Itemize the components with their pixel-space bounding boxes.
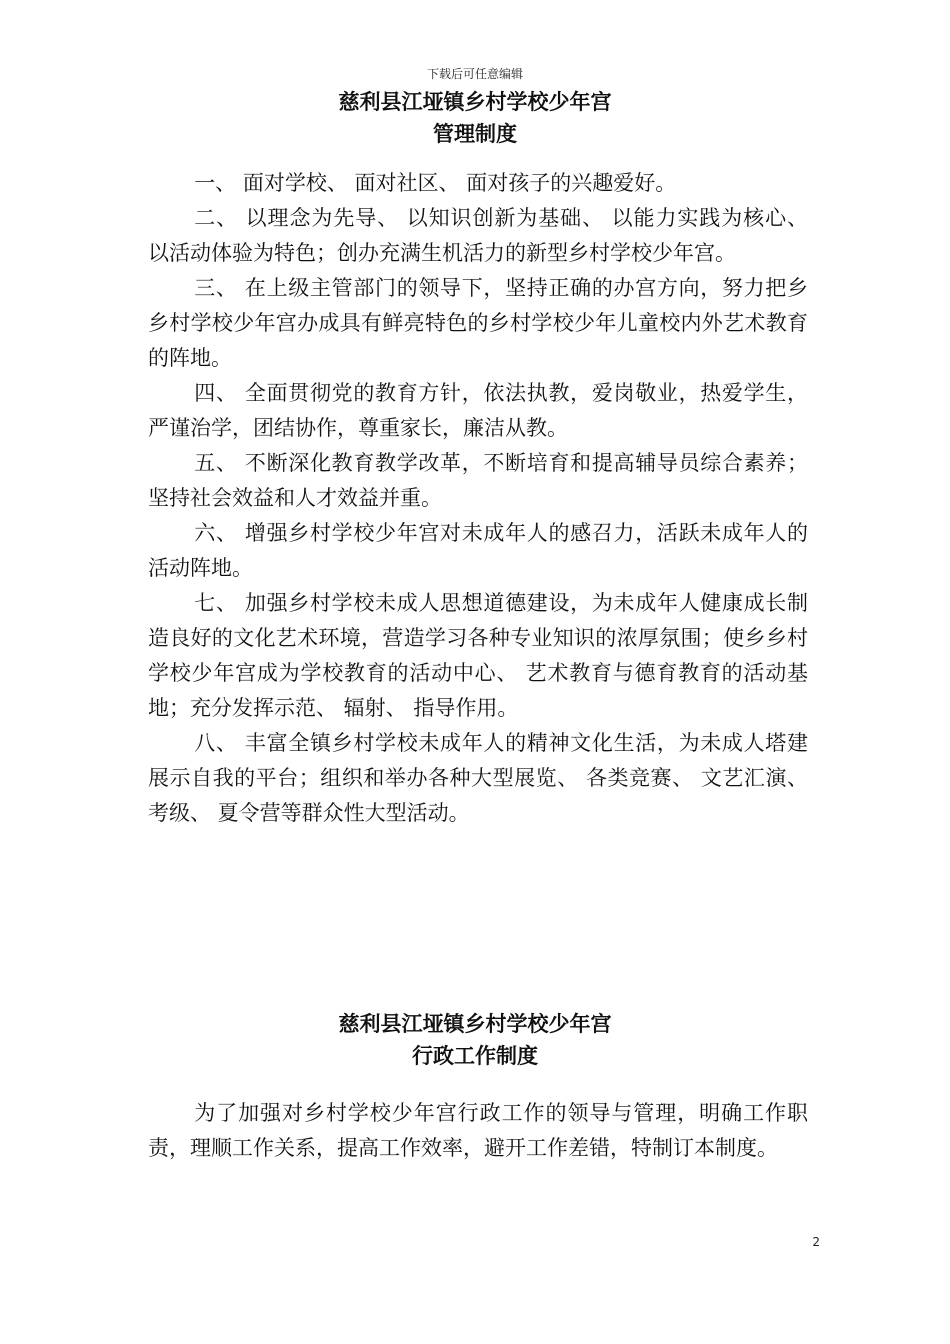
paragraph-1: 为了加强对乡村学校少年宫行政工作的领导与管理，明确工作职责，理顺工作关系，提高工作效率，避开工作差错，特制订本制度。 (148, 1101, 808, 1160)
paragraph-4: 四、 全面贯彻党的教育方针，依法执教，爱岗敬业，热爱学生，严谨治学，团结协作，尊重家长，廉洁从教。 (148, 381, 808, 440)
section-title-line1: 慈利县江垭镇乡村学校少年宫 (338, 90, 612, 114)
section-title-line2: 管理制度 (433, 122, 517, 146)
page-number: 2 (812, 1235, 820, 1249)
paragraph-1: 一、 面对学校、 面对社区、 面对孩子的兴趣爱好。 (194, 171, 677, 195)
section-title-line1: 慈利县江垭镇乡村学校少年宫 (338, 1012, 612, 1036)
paragraph-3: 三、 在上级主管部门的领导下，坚持正确的办宫方向，努力把乡乡村学校少年宫办成具有鲜亮特色的乡村学校少年儿童校内外艺术教育的阵地。 (148, 276, 808, 370)
paragraph-2: 二、 以理念为先导、 以知识创新为基础、 以能力实践为核心、 以活动体验为特色；创办充满生机活力的新型乡村学校少年宫。 (148, 206, 808, 265)
administrative-rules-section (0, 1008, 950, 1166)
paragraph-6: 六、 增强乡村学校少年宫对未成年人的感召力，活跃未成年人的活动阵地。 (148, 521, 808, 580)
paragraph-5: 五、 不断深化教育教学改革，不断培育和提高辅导员综合素养；坚持社会效益和人才效益并重。 (148, 451, 808, 510)
header-note: 下载后可任意编辑 (426, 67, 523, 81)
paragraph-7: 七、 加强乡村学校未成人思想道德建设，为未成年人健康成长制造良好的文化艺术环境，营造学习各种专业知识的浓厚氛围；使乡乡村学校少年宫成为学校教育的活动中心、 艺术教育与德育教育的活动基地；充分发挥示范、 辐射、 指导作用。 (148, 591, 808, 720)
paragraph-8: 八、 丰富全镇乡村学校未成年人的精神文化生活，为未成人塔建展示自我的平台；组织和举办各种大型展览、 各类竞赛、 文艺汇演、 考级、 夏令营等群众性大型活动。 (148, 731, 808, 825)
management-rules-section (0, 86, 950, 831)
section-body (142, 1096, 808, 1166)
section-title-line2: 行政工作制度 (412, 1044, 538, 1068)
section-body (142, 166, 808, 831)
